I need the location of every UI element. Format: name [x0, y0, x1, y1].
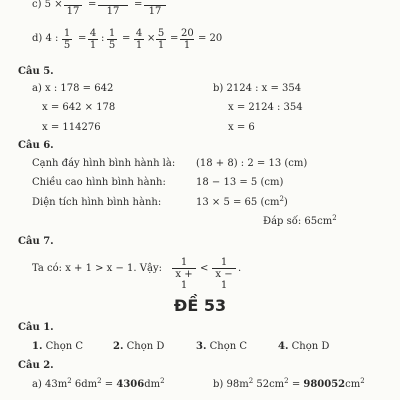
part-d-prefix: d) 4 : — [32, 33, 59, 44]
cau6-row2-value: 18 − 13 = 5 (cm) — [196, 177, 284, 188]
part-d-fraction-1: $\frac{1}{5}$ — [63, 28, 71, 51]
cau7-less-than: < — [200, 263, 209, 274]
de53-cau1-heading: Câu 1. — [18, 322, 54, 333]
part-d-equals-3: = — [170, 33, 179, 44]
part-d-colon: : — [101, 33, 105, 44]
choice-4: 4. Chọn D — [278, 341, 330, 352]
part-d-result: = 20 — [198, 33, 223, 44]
cau5-b-line3: x = 6 — [228, 122, 255, 133]
cau2-a: a) $43m^2$ $6dm^2 = 4306dm^2$ — [32, 377, 165, 390]
part-d-times: × — [147, 33, 156, 44]
part-c-prefix: c) 5 × — [32, 0, 63, 10]
part-d-fraction-4: $\frac{4}{1}$ — [135, 28, 143, 51]
de53-cau2-heading: Câu 2. — [18, 360, 54, 371]
choice-3: 3. Chọn C — [196, 341, 248, 352]
cau5-heading: Câu 5. — [18, 66, 54, 77]
part-c-equals-2: = — [134, 0, 143, 10]
cau5-b-line2: x = 2124 : 354 — [228, 102, 303, 113]
cau6-row1-label: Cạnh đáy hình bình hành là: — [32, 158, 176, 169]
cau6-row1-value: (18 + 8) : 2 = 13 (cm) — [196, 158, 308, 169]
cau5-a-line2: x = 642 × 178 — [42, 102, 116, 113]
cau2-b: b) $98m^2$ $52cm^2 = 980052cm^2$ — [213, 377, 365, 390]
part-d-equals-2: = — [122, 33, 131, 44]
cau5-a-line1: a) x : 178 = 642 — [32, 83, 114, 94]
cau6-row3-value: 13 × 5 = 65 $(cm^2)$ — [196, 195, 288, 208]
cau7-fraction-2: $\frac{1}{x - 1}$ — [212, 257, 236, 291]
cau6-row2-label: Chiều cao hình bình hành: — [32, 177, 166, 188]
part-d-equals-1: = — [78, 33, 87, 44]
cau7-period: . — [238, 263, 242, 274]
part-d-fraction-5: $\frac{5}{1}$ — [157, 28, 165, 51]
cau6-heading: Câu 6. — [18, 140, 54, 151]
section-title: ĐỀ 53 — [173, 296, 227, 315]
part-d-fraction-2: $\frac{4}{1}$ — [89, 28, 97, 51]
cau6-answer: Đáp số: $65cm^2$ — [263, 214, 337, 227]
cau6-row3-label: Diện tích hình bình hành: — [32, 197, 162, 208]
choice-1: 1. Chọn C — [32, 341, 84, 352]
cau7-text: Ta có: x + 1 > x − 1. Vậy: — [32, 263, 162, 274]
part-c-fraction-1: 17 — [64, 0, 82, 17]
cau5-a-line3: x = 114276 — [42, 122, 101, 133]
part-d-fraction-6: $\frac{20}{1}$ — [181, 28, 194, 51]
part-c-equals-1: = — [88, 0, 97, 10]
cau7-heading: Câu 7. — [18, 236, 54, 247]
part-c-fraction-2: 17 — [98, 0, 128, 17]
choice-2: 2. Chọn D — [113, 341, 165, 352]
part-c-fraction-3: 17 — [144, 0, 166, 17]
cau5-b-line1: b) 2124 : x = 354 — [213, 83, 302, 94]
part-d-fraction-3: $\frac{1}{5}$ — [108, 28, 116, 51]
cau7-fraction-1: $\frac{1}{x + 1}$ — [172, 257, 196, 291]
